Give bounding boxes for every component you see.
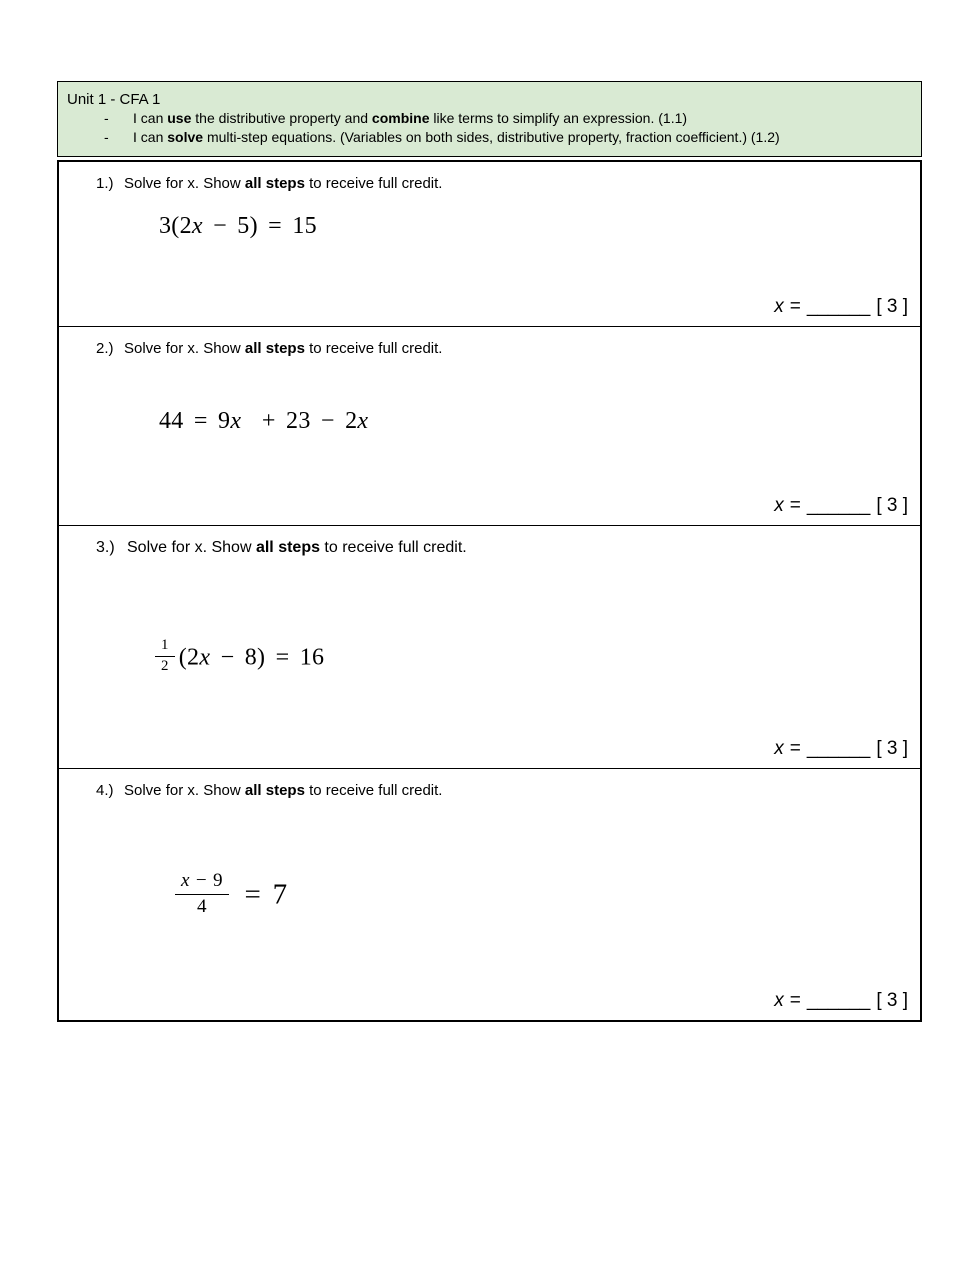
unit-title: Unit 1 - CFA 1 xyxy=(67,91,161,108)
answer-equals: = xyxy=(789,495,801,516)
equation: 3(2x − 5) = 15 xyxy=(159,213,317,239)
problem-number: 4.) xyxy=(96,782,114,799)
problem-4 xyxy=(59,768,920,1020)
answer-line xyxy=(774,990,908,1012)
answer-equals: = xyxy=(789,296,801,317)
answer-points: [ 3 ] xyxy=(876,495,908,516)
equation: 44 = 9x + 23 − 2x xyxy=(159,408,369,434)
objective-text: I can solve multi-step equations. (Variables on both sides, distributive property, fraction coefficient.) (1.2) xyxy=(133,129,780,145)
problem-3 xyxy=(59,525,920,768)
equation: $\frac{x - 9}{4}$ = 7 xyxy=(175,873,287,921)
answer-equals: = xyxy=(789,990,801,1011)
objective-item xyxy=(67,109,911,128)
problem-number: 1.) xyxy=(96,175,114,192)
problem-number: 2.) xyxy=(96,340,114,357)
problem-prompt xyxy=(59,162,920,193)
problem-prompt xyxy=(59,526,920,557)
answer-blank: ______ xyxy=(806,296,871,317)
answer-blank: ______ xyxy=(806,990,871,1011)
prompt-text: Solve for x. Show all steps to receive full credit. xyxy=(124,782,443,799)
prompt-text: Solve for x. Show all steps to receive full credit. xyxy=(127,539,467,556)
problem-prompt xyxy=(59,769,920,800)
problem-prompt xyxy=(59,327,920,358)
problems-table xyxy=(57,160,922,1022)
answer-points: [ 3 ] xyxy=(876,990,908,1011)
bullet-dash: - xyxy=(104,110,109,126)
objective-item xyxy=(67,128,911,147)
answer-variable: x xyxy=(774,296,784,317)
answer-variable: x xyxy=(774,738,784,759)
equation: $\frac{1}{2}$ (2x − 8) = 16 xyxy=(155,640,324,678)
unit-header xyxy=(57,81,922,157)
answer-variable: x xyxy=(774,495,784,516)
objective-text: I can use the distributive property and combine like terms to simplify an expression. (1.1) xyxy=(133,110,688,126)
answer-variable: x xyxy=(774,990,784,1011)
answer-points: [ 3 ] xyxy=(876,738,908,759)
answer-blank: ______ xyxy=(806,738,871,759)
answer-points: [ 3 ] xyxy=(876,296,908,317)
problem-number: 3.) xyxy=(96,539,115,556)
prompt-text: Solve for x. Show all steps to receive full credit. xyxy=(124,175,443,192)
bullet-dash: - xyxy=(104,129,109,145)
answer-line xyxy=(774,738,908,760)
problem-2 xyxy=(59,326,920,525)
answer-line xyxy=(774,495,908,517)
problem-1 xyxy=(59,162,920,326)
answer-line xyxy=(774,296,908,318)
answer-blank: ______ xyxy=(806,495,871,516)
answer-equals: = xyxy=(789,738,801,759)
prompt-text: Solve for x. Show all steps to receive full credit. xyxy=(124,340,443,357)
